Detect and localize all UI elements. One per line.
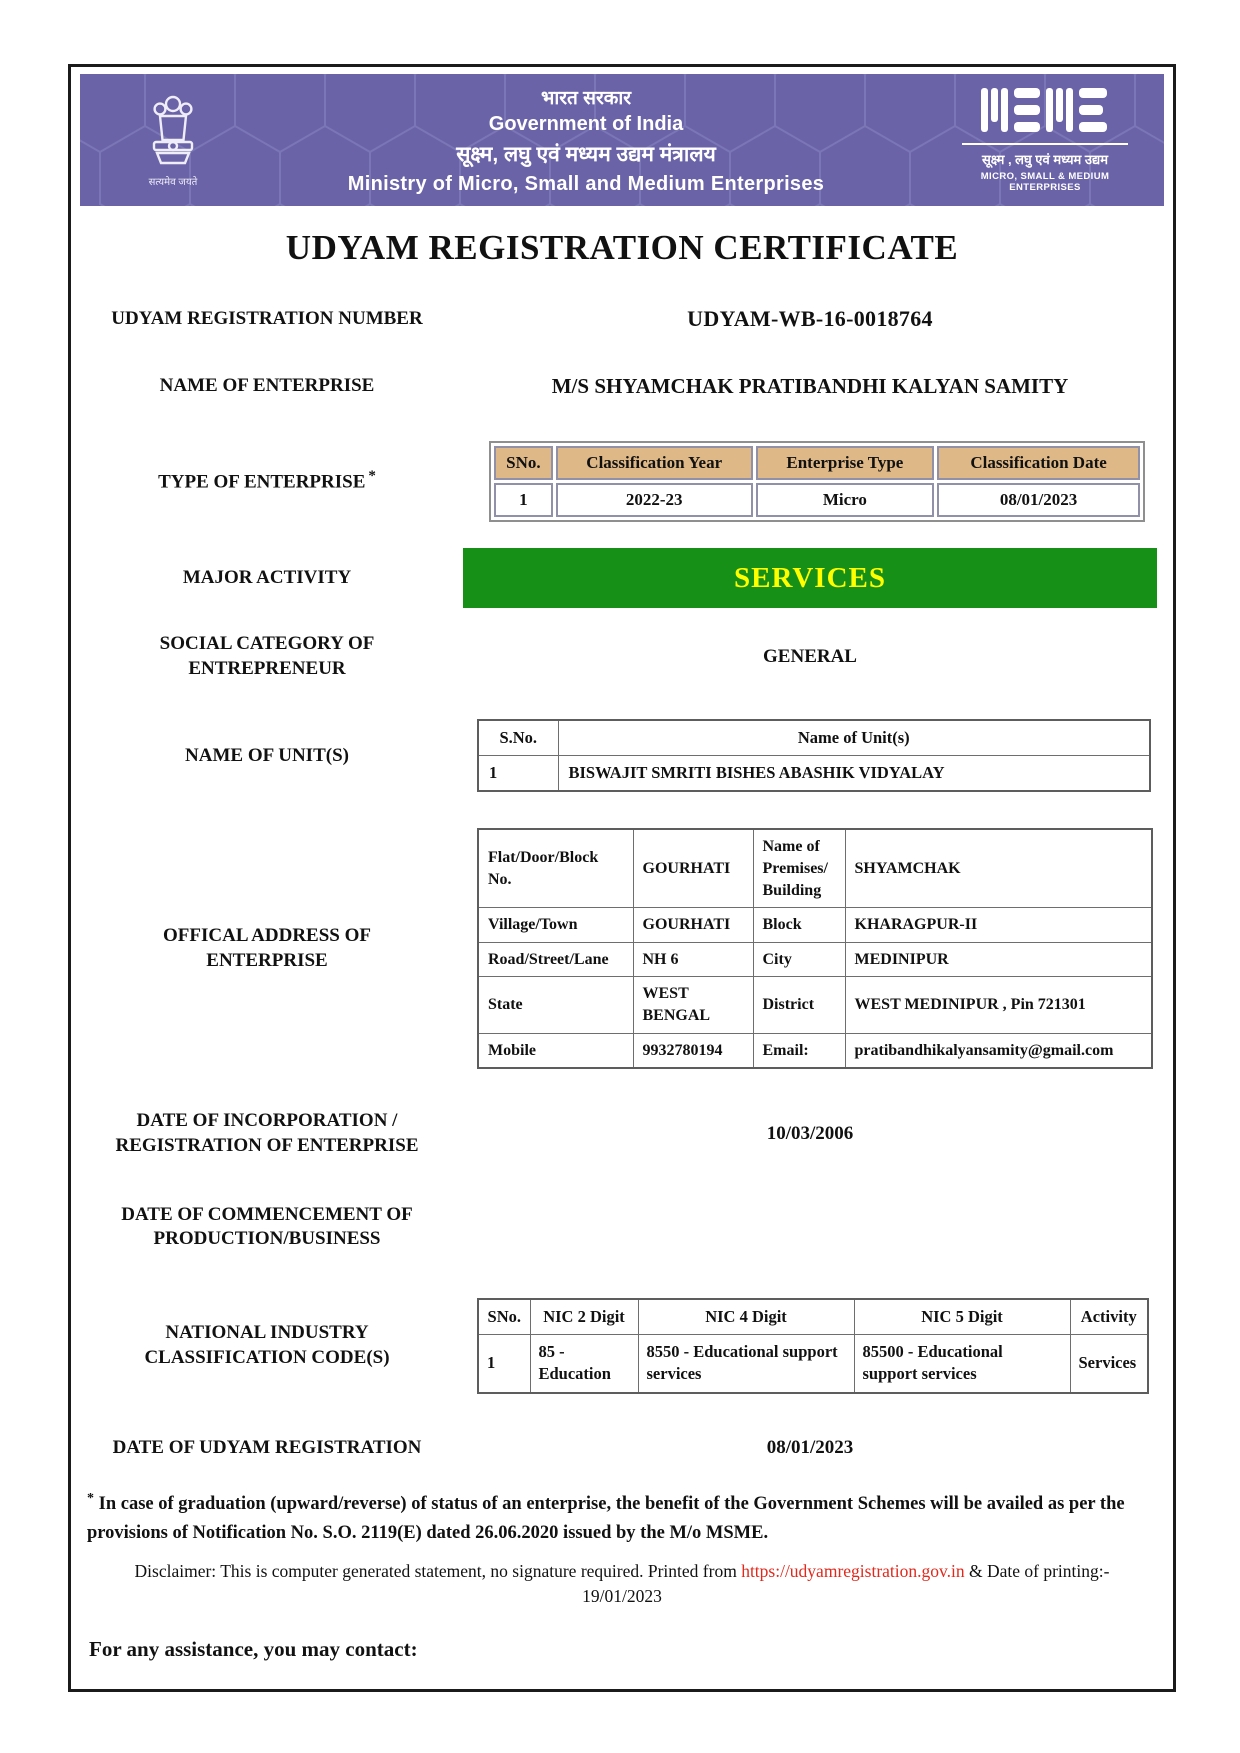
major-activity-label: MAJOR ACTIVITY	[182, 566, 352, 588]
table-cell: 1	[494, 483, 553, 517]
table-row	[478, 829, 1152, 907]
graduation-footnote: * In case of graduation (upward/reverse) of status of an enterprise, the benefit of the Government Schemes will be availed as per the provisions of Notification No. S.O. 2119(E) dated 26.06.2020 issued by the M/o MSME.	[87, 1491, 1125, 1544]
table-cell: pratibandhikalyansamity@gmail.com	[845, 1033, 1152, 1068]
printing-date: 19/01/2023	[582, 1586, 662, 1607]
table-header-row	[478, 720, 1150, 756]
enterprise-name-row	[71, 374, 1173, 399]
table-cell: BISWAJIT SMRITI BISHES ABASHIK VIDYALAY	[558, 756, 1150, 792]
registration-number-row	[71, 306, 1173, 332]
table-row	[478, 1335, 1148, 1393]
social-category-label: SOCIAL CATEGORY OF ENTREPRENEUR	[159, 633, 375, 679]
table-header-cell: Classification Date	[937, 446, 1140, 480]
table-row	[494, 483, 1140, 517]
table-cell: Village/Town	[478, 908, 633, 943]
units-row	[71, 719, 1173, 792]
incorporation-date-value: 10/03/2006	[766, 1122, 854, 1144]
table-header-row	[494, 446, 1140, 480]
table-header-cell: NIC 2 Digit	[530, 1299, 638, 1335]
table-header-cell: Classification Year	[556, 446, 753, 480]
table-cell: Block	[753, 908, 845, 943]
type-of-enterprise-label: TYPE OF ENTERPRISE *	[158, 468, 376, 493]
table-cell: District	[753, 977, 845, 1033]
table-cell: 08/01/2023	[937, 483, 1140, 517]
address-table	[477, 828, 1153, 1069]
footnote-marker: *	[368, 468, 376, 485]
table-cell: WEST BENGAL	[633, 977, 753, 1033]
table-row	[478, 977, 1152, 1033]
table-cell: Mobile	[478, 1033, 633, 1068]
major-activity-banner: SERVICES	[463, 548, 1157, 608]
header-banner	[80, 74, 1164, 206]
table-cell: WEST MEDINIPUR , Pin 721301	[845, 977, 1152, 1033]
table-row	[478, 942, 1152, 977]
assistance-text: For any assistance, you may contact:	[89, 1637, 418, 1662]
table-cell: Flat/Door/Block No.	[478, 829, 633, 907]
table-header-cell: NIC 5 Digit	[854, 1299, 1070, 1335]
enterprise-name-label: NAME OF ENTERPRISE	[159, 375, 375, 397]
table-cell: NH 6	[633, 942, 753, 977]
govt-hindi-text: भारत सरकार	[540, 88, 632, 109]
table-cell: 9932780194	[633, 1033, 753, 1068]
table-cell: Micro	[756, 483, 935, 517]
table-cell: KHARAGPUR-II	[845, 908, 1152, 943]
registration-number-value: UDYAM-WB-16-0018764	[687, 306, 933, 331]
table-cell: Email:	[753, 1033, 845, 1068]
table-header-cell: SNo.	[494, 446, 553, 480]
type-of-enterprise-row	[71, 441, 1173, 522]
msme-logo-divider	[962, 143, 1128, 145]
major-activity-row	[71, 548, 1173, 608]
udyam-date-row	[71, 1436, 1173, 1461]
ashoka-emblem-icon	[142, 93, 204, 167]
nic-table	[477, 1298, 1149, 1394]
table-cell: Road/Street/Lane	[478, 942, 633, 977]
registration-number-label: UDYAM REGISTRATION NUMBER	[111, 307, 423, 329]
ministry-hindi-text: सूक्ष्म, लघु एवं मध्यम उद्यम मंत्रालय	[456, 143, 716, 166]
table-cell: 2022-23	[556, 483, 753, 517]
table-header-cell: S.No.	[478, 720, 558, 756]
govt-english-text: Government of India	[488, 113, 684, 135]
table-cell: MEDINIPUR	[845, 942, 1152, 977]
table-cell: City	[753, 942, 845, 977]
social-category-row	[71, 632, 1173, 681]
enterprise-name-value: M/S SHYAMCHAK PRATIBANDHI KALYAN SAMITY	[551, 374, 1069, 398]
social-category-value: GENERAL	[763, 645, 857, 667]
ashoka-emblem	[130, 93, 216, 188]
table-header-cell: Name of Unit(s)	[558, 720, 1150, 756]
table-cell: GOURHATI	[633, 829, 753, 907]
type-of-enterprise-table	[489, 441, 1145, 522]
table-header-cell: SNo.	[478, 1299, 530, 1335]
ministry-english-text: Ministry of Micro, Small and Medium Enterprises	[347, 173, 825, 195]
emblem-caption: सत्यमेव जयते	[148, 176, 198, 188]
msme-english-caption: MICRO, SMALL & MEDIUM ENTERPRISES	[980, 170, 1110, 193]
table-header-cell: Enterprise Type	[756, 446, 935, 480]
msme-logo-icon	[981, 88, 1109, 134]
msme-logo	[956, 88, 1134, 193]
table-cell: State	[478, 977, 633, 1033]
table-cell: 1	[478, 1335, 530, 1393]
table-cell: 1	[478, 756, 558, 792]
commencement-date-label: DATE OF COMMENCEMENT OF PRODUCTION/BUSINESS	[121, 1203, 413, 1250]
certificate-page	[68, 64, 1176, 1692]
table-row	[478, 756, 1150, 792]
udyam-date-value: 08/01/2023	[766, 1437, 854, 1459]
table-cell: 8550 - Educational support services	[638, 1335, 854, 1393]
table-cell: Services	[1070, 1335, 1148, 1393]
certificate-title: UDYAM REGISTRATION CERTIFICATE	[285, 228, 959, 267]
incorporation-date-row	[71, 1109, 1173, 1158]
units-label: NAME OF UNIT(S)	[185, 744, 349, 766]
incorporation-date-label: DATE OF INCORPORATION / REGISTRATION OF ENTERPRISE	[115, 1110, 419, 1156]
table-header-cell: Activity	[1070, 1299, 1148, 1335]
udyam-date-label: DATE OF UDYAM REGISTRATION	[112, 1436, 422, 1458]
msme-hindi-caption: सूक्ष्म , लघु एवं मध्यम उद्यम	[982, 151, 1108, 167]
disclaimer-text: Disclaimer: This is computer generated statement, no signature required. Printed from https://udyamregistration.gov.in & Date of printing:-	[134, 1560, 1110, 1581]
address-label: OFFICAL ADDRESS OF ENTERPRISE	[163, 925, 371, 971]
nic-label: NATIONAL INDUSTRY CLASSIFICATION CODE(S)	[144, 1322, 390, 1368]
table-cell: SHYAMCHAK	[845, 829, 1152, 907]
table-cell: Name of Premises/ Building	[753, 829, 845, 907]
commencement-date-row	[71, 1203, 1173, 1252]
udyam-registration-link[interactable]: https://udyamregistration.gov.in	[741, 1560, 965, 1581]
table-row	[478, 1033, 1152, 1068]
table-row	[478, 908, 1152, 943]
table-cell: 85500 - Educational support services	[854, 1335, 1070, 1393]
address-row	[71, 828, 1173, 1069]
nic-row	[71, 1298, 1173, 1394]
table-header-row	[478, 1299, 1148, 1335]
table-header-cell: NIC 4 Digit	[638, 1299, 854, 1335]
table-cell: 85 - Education	[530, 1335, 638, 1393]
table-cell: GOURHATI	[633, 908, 753, 943]
units-table	[477, 719, 1151, 792]
footnote-asterisk: *	[87, 1491, 94, 1507]
banner-titles	[216, 84, 956, 196]
